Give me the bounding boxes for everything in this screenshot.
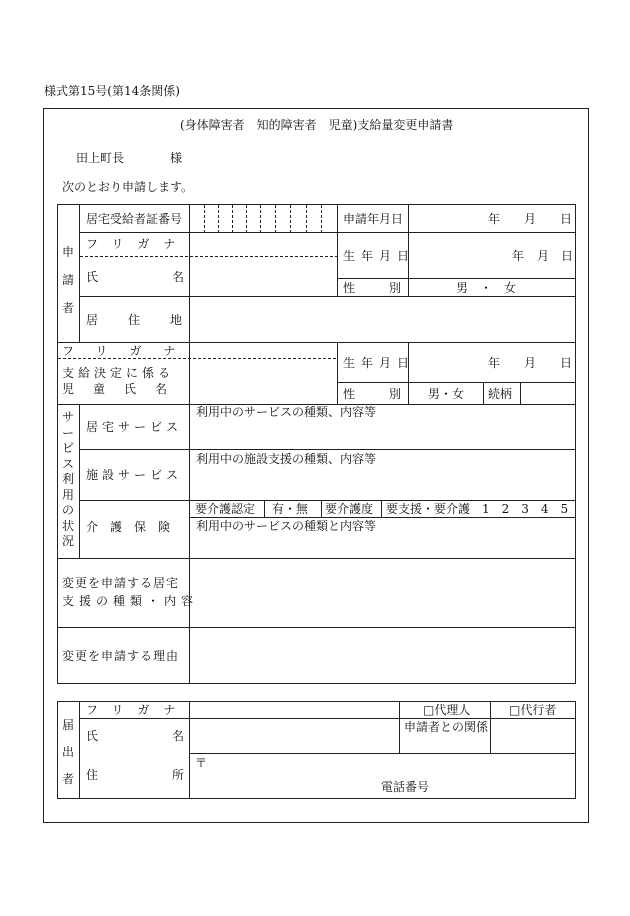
relation-field[interactable] [491,719,576,753]
care-service-note[interactable]: 利用中のサービスの種類と内容等 [196,519,377,533]
child-name-label-1: 支給決定に係る [62,366,175,380]
proxy-option[interactable]: □代理人 [423,703,471,717]
apply-date-year: 年 [488,212,501,226]
care-insurance-label: 介護保険 [86,520,183,534]
applicant-furigana-field[interactable] [190,233,337,256]
applicant-sex-options[interactable]: 男 ・ 女 [456,281,517,295]
home-service-note[interactable]: 利用中のサービスの種類、内容等 [196,405,377,419]
applicant-birth-month: 月 [537,249,550,263]
child-name-field[interactable] [190,359,337,404]
applicant-address-label: 居住地 [86,313,213,327]
apply-date-month: 月 [524,212,537,226]
applicant-birth-day: 日 [561,249,574,263]
applicant-name-label: 氏名 [86,270,259,284]
care-level-value[interactable]: 要支援・要介護 1 2 3 4 5 [386,502,569,516]
cert-number-label: 居宅受給者証番号 [86,212,183,226]
change-content-label-1: 変更を申請する居宅 [62,576,180,590]
submitter-name-label: 氏名 [86,729,259,743]
phone-label: 電話番号 [381,780,430,794]
submitter-furigana-label: フリガナ [86,703,190,717]
child-birth-day: 日 [560,356,573,370]
facility-service-label: 施設サービス [86,468,183,482]
applicant-name-field[interactable] [190,257,337,296]
submitter-name-field[interactable] [190,719,399,753]
agent-option[interactable]: □代行者 [509,703,557,717]
submitter-address-field[interactable] [210,754,576,776]
apply-date-day: 日 [560,212,573,226]
phone-field[interactable] [440,778,576,798]
home-service-label: 居宅サービス [86,420,183,434]
change-content-label-2: 支援の種類・内容 [62,594,199,608]
care-level-label: 要介護度 [325,502,374,516]
postal-mark: 〒 [195,756,208,770]
cert-number-field[interactable] [190,205,337,232]
facility-service-note[interactable]: 利用中の施設支援の種類、内容等 [196,452,377,466]
applicant-address-field[interactable] [190,297,576,342]
child-birth-year: 年 [488,356,501,370]
service-section-label: サービス利用の状況 [61,410,74,548]
form-number: 様式第15号(第14条関係) [44,84,180,98]
submitter-address-label: 住所 [86,768,259,782]
relation-label: 申請者との関係 [404,720,489,734]
child-furigana-field[interactable] [190,343,337,358]
form-title: (身体障害者 知的障害者 児童)支給量変更申請書 [180,118,454,132]
child-relation-label: 続柄 [488,387,513,401]
child-sex-options[interactable]: 男・女 [428,387,465,401]
applicant-section-label: 申請者 [61,245,74,315]
applicant-sex-label: 性別 [343,281,436,295]
change-reason-field[interactable] [190,628,576,683]
child-birth-month: 月 [524,356,537,370]
submitter-furigana-field[interactable] [190,702,399,718]
child-furigana-label: フリガナ [62,344,198,358]
addressee-honorific: 様 [170,151,183,165]
change-reason-label: 変更を申請する理由 [62,649,180,663]
child-name-label-2: 児童氏名 [62,382,187,396]
applicant-birth-label: 生年月日 [343,249,416,263]
applicant-birth-year: 年 [512,249,525,263]
child-sex-label: 性別 [343,387,436,401]
intro-text: 次のとおり申請します。 [62,180,194,194]
addressee-name: 田上町長 [76,151,125,165]
care-cert-value[interactable]: 有・無 [272,502,309,516]
apply-date-label: 申請年月日 [343,212,404,226]
applicant-furigana-label: フリガナ [86,237,190,251]
change-content-field[interactable] [190,559,576,627]
care-cert-label: 要介護認定 [195,502,256,516]
child-birth-label: 生年月日 [343,356,416,370]
submitter-section-label: 届出者 [61,718,74,786]
child-relation-field[interactable] [521,383,576,404]
